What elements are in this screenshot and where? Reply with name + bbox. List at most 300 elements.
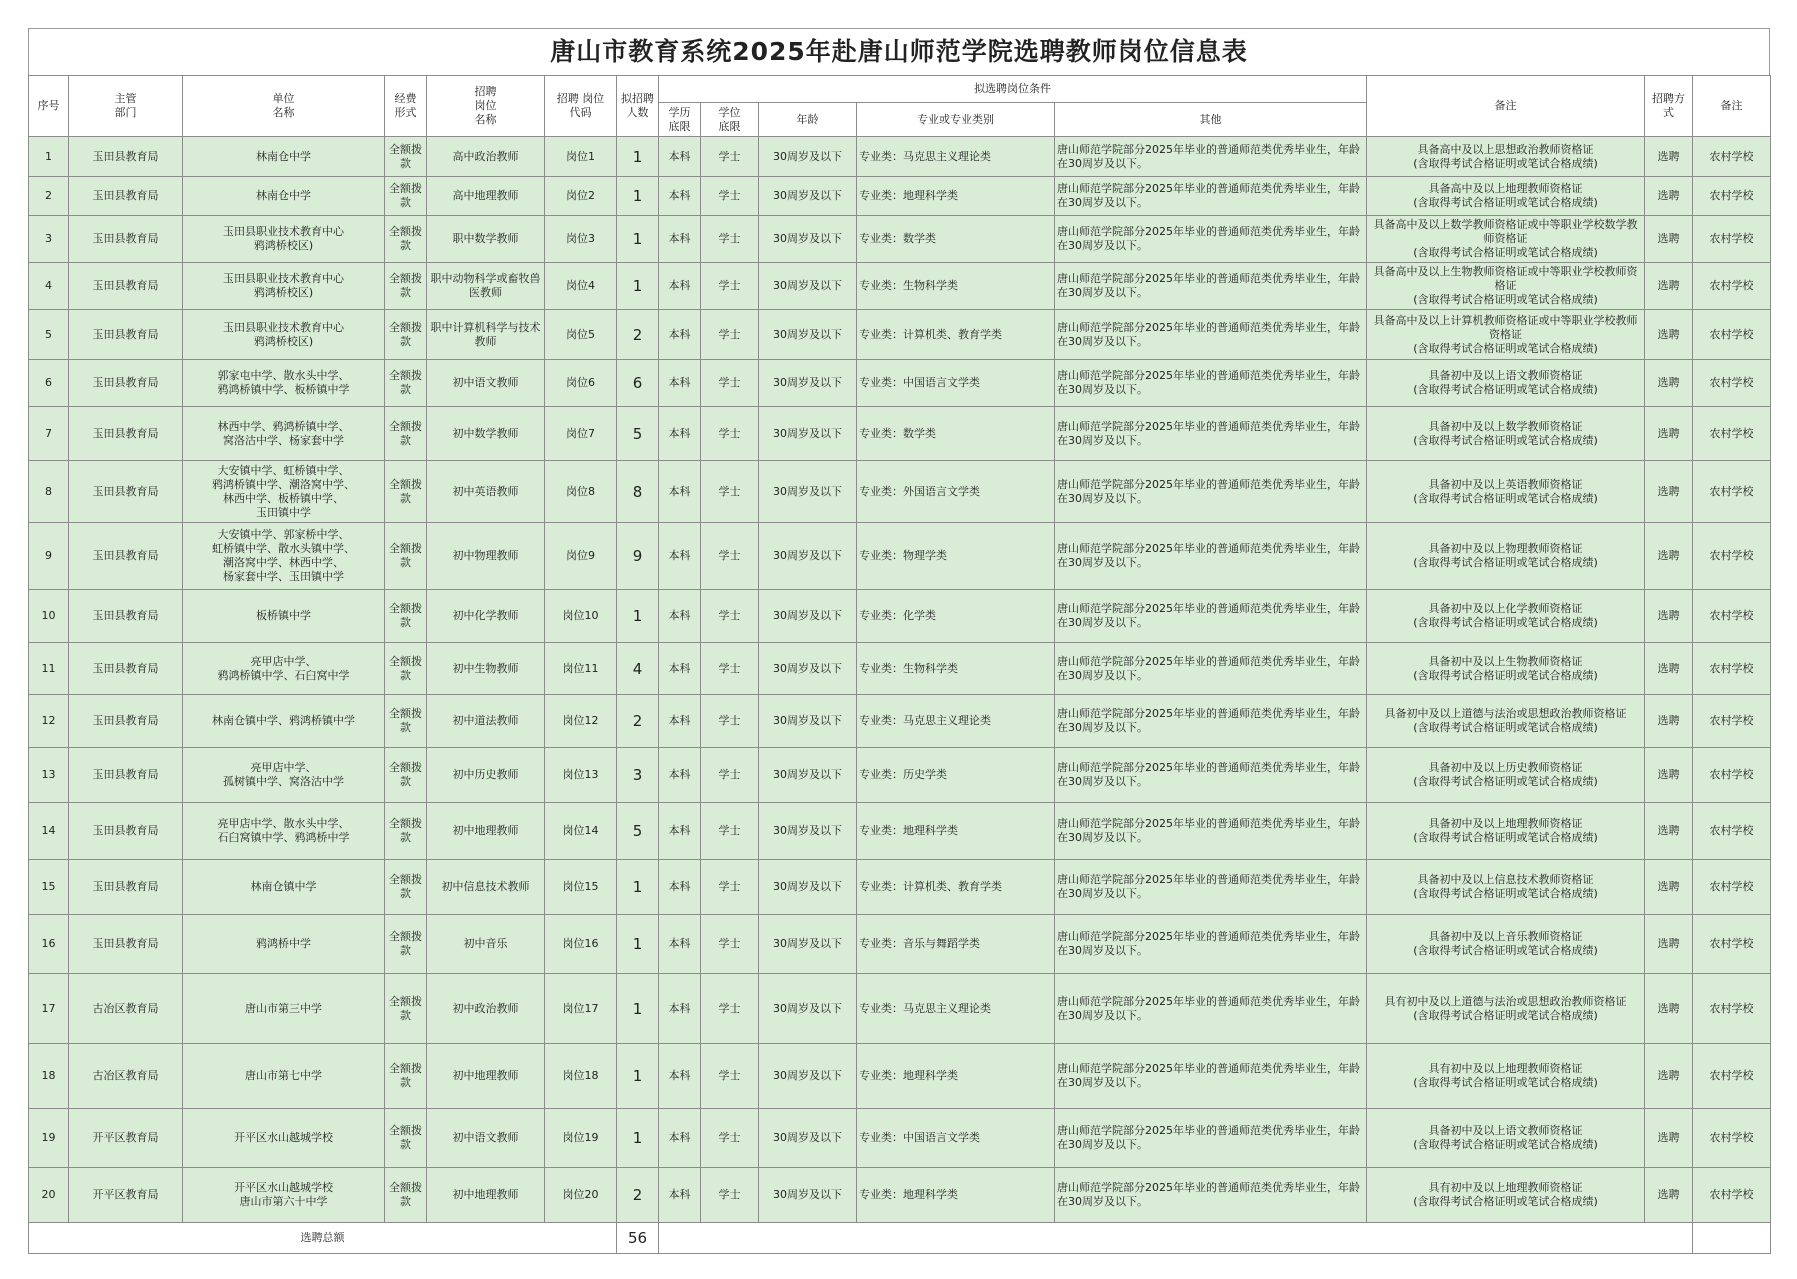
cell-major: 专业类：物理学类: [857, 523, 1055, 590]
positions-table: [28, 75, 1771, 1254]
cell-age: 30周岁及以下: [759, 360, 857, 407]
cell-remark: 具备高中及以上地理教师资格证 (含取得考试合格证明或笔试合格成绩): [1367, 177, 1645, 216]
cell-funding: 全额拨款: [385, 915, 427, 974]
cell-dept: 玉田县教育局: [69, 803, 183, 860]
cell-post-name: 高中政治教师: [427, 137, 545, 177]
table-row: [29, 1168, 1771, 1223]
cell-major: 专业类：外国语言文学类: [857, 461, 1055, 523]
cell-count: 1: [617, 974, 659, 1044]
cell-seq: 9: [29, 523, 69, 590]
cell-unit: 林南仓镇中学: [183, 860, 385, 915]
cell-unit: 唐山市第三中学: [183, 974, 385, 1044]
cell-major: 专业类：历史学类: [857, 748, 1055, 803]
cell-other: 唐山师范学院部分2025年毕业的普通师范类优秀毕业生，年龄在30周岁及以下。: [1055, 803, 1367, 860]
cell-major: 专业类：地理科学类: [857, 1168, 1055, 1223]
cell-post-name: 初中语文教师: [427, 1109, 545, 1168]
cell-method: 选聘: [1645, 310, 1693, 360]
cell-post-code: 岗位13: [545, 748, 617, 803]
cell-age: 30周岁及以下: [759, 860, 857, 915]
cell-remark2: 农村学校: [1693, 974, 1771, 1044]
cell-degree: 学士: [701, 860, 759, 915]
table-row: [29, 803, 1771, 860]
cell-method: 选聘: [1645, 1044, 1693, 1109]
cell-post-name: 初中语文教师: [427, 360, 545, 407]
cell-funding: 全额拨款: [385, 748, 427, 803]
cell-dept: 玉田县教育局: [69, 915, 183, 974]
cell-edu: 本科: [659, 1168, 701, 1223]
cell-major: 专业类：马克思主义理论类: [857, 137, 1055, 177]
cell-degree: 学士: [701, 590, 759, 643]
cell-seq: 20: [29, 1168, 69, 1223]
cell-degree: 学士: [701, 1168, 759, 1223]
cell-funding: 全额拨款: [385, 1168, 427, 1223]
table-row: [29, 461, 1771, 523]
table-row: [29, 695, 1771, 748]
cell-age: 30周岁及以下: [759, 915, 857, 974]
cell-method: 选聘: [1645, 461, 1693, 523]
cell-degree: 学士: [701, 695, 759, 748]
header-funding: 经费 形式: [385, 76, 427, 137]
cell-remark: 具备初中及以上生物教师资格证 (含取得考试合格证明或笔试合格成绩): [1367, 643, 1645, 695]
table-row: [29, 915, 1771, 974]
header-other: 其他: [1055, 103, 1367, 137]
cell-dept: 玉田县教育局: [69, 216, 183, 263]
cell-edu: 本科: [659, 177, 701, 216]
cell-unit: 大安镇中学、郭家桥中学、 虹桥镇中学、散水头镇中学、 潮洛窝中学、林西中学、 杨家套中学、玉田镇中学: [183, 523, 385, 590]
cell-degree: 学士: [701, 523, 759, 590]
cell-major: 专业类：生物科学类: [857, 263, 1055, 310]
header-post-name: 招聘 岗位 名称: [427, 76, 545, 137]
cell-remark2: 农村学校: [1693, 803, 1771, 860]
cell-age: 30周岁及以下: [759, 590, 857, 643]
cell-age: 30周岁及以下: [759, 1168, 857, 1223]
cell-major: 专业类：计算机类、教育学类: [857, 860, 1055, 915]
cell-unit: 玉田县职业技术教育中心 鸦鸿桥校区): [183, 263, 385, 310]
header-post-code: 招聘 岗位 代码: [545, 76, 617, 137]
cell-post-code: 岗位15: [545, 860, 617, 915]
cell-method: 选聘: [1645, 137, 1693, 177]
cell-remark: 具备初中及以上数学教师资格证 (含取得考试合格证明或笔试合格成绩): [1367, 407, 1645, 461]
table-row: [29, 748, 1771, 803]
cell-unit: 开平区水山越城学校: [183, 1109, 385, 1168]
cell-count: 1: [617, 590, 659, 643]
cell-funding: 全额拨款: [385, 643, 427, 695]
table-row: [29, 360, 1771, 407]
cell-funding: 全额拨款: [385, 523, 427, 590]
cell-seq: 16: [29, 915, 69, 974]
cell-edu: 本科: [659, 860, 701, 915]
table-row: [29, 974, 1771, 1044]
cell-seq: 3: [29, 216, 69, 263]
header-seq: 序号: [29, 76, 69, 137]
cell-major: 专业类：数学类: [857, 216, 1055, 263]
header-dept: 主管 部门: [69, 76, 183, 137]
cell-count: 2: [617, 695, 659, 748]
cell-edu: 本科: [659, 590, 701, 643]
cell-remark: 具备初中及以上语文教师资格证 (含取得考试合格证明或笔试合格成绩): [1367, 360, 1645, 407]
cell-funding: 全额拨款: [385, 216, 427, 263]
cell-other: 唐山师范学院部分2025年毕业的普通师范类优秀毕业生，年龄在30周岁及以下。: [1055, 974, 1367, 1044]
cell-age: 30周岁及以下: [759, 523, 857, 590]
cell-post-name: 初中地理教师: [427, 1044, 545, 1109]
cell-funding: 全额拨款: [385, 1044, 427, 1109]
table-row: [29, 137, 1771, 177]
cell-age: 30周岁及以下: [759, 137, 857, 177]
cell-other: 唐山师范学院部分2025年毕业的普通师范类优秀毕业生，年龄在30周岁及以下。: [1055, 137, 1367, 177]
cell-unit: 亮甲店中学、 孤树镇中学、窝洛沽中学: [183, 748, 385, 803]
cell-other: 唐山师范学院部分2025年毕业的普通师范类优秀毕业生，年龄在30周岁及以下。: [1055, 695, 1367, 748]
cell-dept: 玉田县教育局: [69, 860, 183, 915]
cell-remark: 具备初中及以上英语教师资格证 (含取得考试合格证明或笔试合格成绩): [1367, 461, 1645, 523]
table-row: [29, 643, 1771, 695]
cell-dept: 古冶区教育局: [69, 974, 183, 1044]
cell-major: 专业类：化学类: [857, 590, 1055, 643]
cell-remark2: 农村学校: [1693, 1044, 1771, 1109]
cell-remark: 具备高中及以上思想政治教师资格证 (含取得考试合格证明或笔试合格成绩): [1367, 137, 1645, 177]
cell-funding: 全额拨款: [385, 803, 427, 860]
cell-method: 选聘: [1645, 216, 1693, 263]
table-row: [29, 216, 1771, 263]
cell-remark: 具备高中及以上生物教师资格证或中等职业学校教师资格证 (含取得考试合格证明或笔试合格成绩): [1367, 263, 1645, 310]
cell-degree: 学士: [701, 643, 759, 695]
cell-remark2: 农村学校: [1693, 590, 1771, 643]
cell-post-code: 岗位16: [545, 915, 617, 974]
cell-unit: 玉田县职业技术教育中心 鸦鸿桥校区): [183, 216, 385, 263]
cell-other: 唐山师范学院部分2025年毕业的普通师范类优秀毕业生，年龄在30周岁及以下。: [1055, 360, 1367, 407]
table-row: [29, 407, 1771, 461]
cell-seq: 2: [29, 177, 69, 216]
cell-major: 专业类：地理科学类: [857, 1044, 1055, 1109]
cell-funding: 全额拨款: [385, 590, 427, 643]
cell-remark: 具有初中及以上地理教师资格证 (含取得考试合格证明或笔试合格成绩): [1367, 1168, 1645, 1223]
cell-remark2: 农村学校: [1693, 310, 1771, 360]
cell-degree: 学士: [701, 310, 759, 360]
cell-degree: 学士: [701, 915, 759, 974]
header-count: 拟招聘 人数: [617, 76, 659, 137]
cell-post-name: 初中物理教师: [427, 523, 545, 590]
cell-age: 30周岁及以下: [759, 310, 857, 360]
cell-edu: 本科: [659, 216, 701, 263]
cell-remark2: 农村学校: [1693, 1109, 1771, 1168]
cell-count: 1: [617, 1044, 659, 1109]
cell-remark: 具备初中及以上地理教师资格证 (含取得考试合格证明或笔试合格成绩): [1367, 803, 1645, 860]
cell-degree: 学士: [701, 137, 759, 177]
cell-post-code: 岗位6: [545, 360, 617, 407]
cell-other: 唐山师范学院部分2025年毕业的普通师范类优秀毕业生，年龄在30周岁及以下。: [1055, 643, 1367, 695]
cell-degree: 学士: [701, 748, 759, 803]
cell-post-code: 岗位12: [545, 695, 617, 748]
cell-count: 2: [617, 1168, 659, 1223]
cell-dept: 开平区教育局: [69, 1168, 183, 1223]
cell-remark: 具有初中及以上道德与法治或思想政治教师资格证 (含取得考试合格证明或笔试合格成绩): [1367, 974, 1645, 1044]
cell-edu: 本科: [659, 803, 701, 860]
cell-seq: 18: [29, 1044, 69, 1109]
cell-post-code: 岗位9: [545, 523, 617, 590]
cell-other: 唐山师范学院部分2025年毕业的普通师范类优秀毕业生，年龄在30周岁及以下。: [1055, 310, 1367, 360]
cell-degree: 学士: [701, 803, 759, 860]
cell-other: 唐山师范学院部分2025年毕业的普通师范类优秀毕业生，年龄在30周岁及以下。: [1055, 590, 1367, 643]
cell-method: 选聘: [1645, 360, 1693, 407]
cell-method: 选聘: [1645, 407, 1693, 461]
cell-major: 专业类：地理科学类: [857, 177, 1055, 216]
cell-post-code: 岗位17: [545, 974, 617, 1044]
cell-remark2: 农村学校: [1693, 523, 1771, 590]
cell-dept: 玉田县教育局: [69, 461, 183, 523]
cell-count: 8: [617, 461, 659, 523]
cell-age: 30周岁及以下: [759, 263, 857, 310]
cell-count: 1: [617, 915, 659, 974]
cell-unit: 亮甲店中学、 鸦鸿桥镇中学、石臼窝中学: [183, 643, 385, 695]
cell-major: 专业类：音乐与舞蹈学类: [857, 915, 1055, 974]
cell-age: 30周岁及以下: [759, 1044, 857, 1109]
cell-edu: 本科: [659, 523, 701, 590]
cell-count: 1: [617, 216, 659, 263]
cell-method: 选聘: [1645, 643, 1693, 695]
cell-post-name: 初中政治教师: [427, 974, 545, 1044]
cell-post-code: 岗位19: [545, 1109, 617, 1168]
cell-seq: 10: [29, 590, 69, 643]
cell-method: 选聘: [1645, 748, 1693, 803]
cell-remark2: 农村学校: [1693, 360, 1771, 407]
cell-other: 唐山师范学院部分2025年毕业的普通师范类优秀毕业生，年龄在30周岁及以下。: [1055, 216, 1367, 263]
cell-remark2: 农村学校: [1693, 137, 1771, 177]
cell-post-code: 岗位3: [545, 216, 617, 263]
header-unit: 单位 名称: [183, 76, 385, 137]
cell-unit: 林南仓镇中学、鸦鸿桥镇中学: [183, 695, 385, 748]
cell-unit: 林南仓中学: [183, 177, 385, 216]
cell-seq: 14: [29, 803, 69, 860]
cell-edu: 本科: [659, 1044, 701, 1109]
cell-funding: 全额拨款: [385, 974, 427, 1044]
cell-degree: 学士: [701, 177, 759, 216]
cell-seq: 15: [29, 860, 69, 915]
cell-count: 1: [617, 860, 659, 915]
cell-degree: 学士: [701, 974, 759, 1044]
cell-dept: 玉田县教育局: [69, 407, 183, 461]
cell-seq: 6: [29, 360, 69, 407]
cell-remark2: 农村学校: [1693, 1168, 1771, 1223]
cell-edu: 本科: [659, 263, 701, 310]
total-row: [29, 1223, 1771, 1254]
cell-unit: 板桥镇中学: [183, 590, 385, 643]
cell-count: 1: [617, 137, 659, 177]
table-row: [29, 590, 1771, 643]
cell-unit: 亮甲店中学、散水头中学、 石臼窝镇中学、鸦鸿桥中学: [183, 803, 385, 860]
cell-age: 30周岁及以下: [759, 407, 857, 461]
cell-post-name: 初中信息技术教师: [427, 860, 545, 915]
cell-dept: 玉田县教育局: [69, 310, 183, 360]
cell-seq: 8: [29, 461, 69, 523]
cell-dept: 开平区教育局: [69, 1109, 183, 1168]
cell-remark2: 农村学校: [1693, 915, 1771, 974]
cell-count: 1: [617, 1109, 659, 1168]
cell-post-name: 初中化学教师: [427, 590, 545, 643]
cell-post-name: 初中地理教师: [427, 1168, 545, 1223]
cell-post-name: 初中生物教师: [427, 643, 545, 695]
cell-post-code: 岗位5: [545, 310, 617, 360]
cell-post-name: 初中地理教师: [427, 803, 545, 860]
cell-seq: 1: [29, 137, 69, 177]
cell-age: 30周岁及以下: [759, 643, 857, 695]
header-edu: 学历 底限: [659, 103, 701, 137]
cell-dept: 玉田县教育局: [69, 695, 183, 748]
cell-seq: 19: [29, 1109, 69, 1168]
cell-seq: 11: [29, 643, 69, 695]
cell-funding: 全额拨款: [385, 310, 427, 360]
cell-unit: 鸦鸿桥中学: [183, 915, 385, 974]
cell-other: 唐山师范学院部分2025年毕业的普通师范类优秀毕业生，年龄在30周岁及以下。: [1055, 860, 1367, 915]
header-conditions: 拟选聘岗位条件: [659, 76, 1367, 103]
header-age: 年龄: [759, 103, 857, 137]
cell-funding: 全额拨款: [385, 407, 427, 461]
cell-post-code: 岗位11: [545, 643, 617, 695]
cell-remark2: 农村学校: [1693, 695, 1771, 748]
cell-major: 专业类：地理科学类: [857, 803, 1055, 860]
cell-post-name: 职中计算机科学与技术教师: [427, 310, 545, 360]
table-row: [29, 523, 1771, 590]
cell-other: 唐山师范学院部分2025年毕业的普通师范类优秀毕业生，年龄在30周岁及以下。: [1055, 407, 1367, 461]
cell-count: 1: [617, 263, 659, 310]
cell-dept: 玉田县教育局: [69, 137, 183, 177]
cell-method: 选聘: [1645, 974, 1693, 1044]
cell-other: 唐山师范学院部分2025年毕业的普通师范类优秀毕业生，年龄在30周岁及以下。: [1055, 915, 1367, 974]
cell-remark2: 农村学校: [1693, 860, 1771, 915]
cell-method: 选聘: [1645, 1109, 1693, 1168]
cell-age: 30周岁及以下: [759, 748, 857, 803]
cell-major: 专业类：中国语言文学类: [857, 360, 1055, 407]
cell-remark: 具备初中及以上历史教师资格证 (含取得考试合格证明或笔试合格成绩): [1367, 748, 1645, 803]
cell-age: 30周岁及以下: [759, 974, 857, 1044]
cell-major: 专业类：马克思主义理论类: [857, 974, 1055, 1044]
cell-funding: 全额拨款: [385, 461, 427, 523]
cell-remark: 具备初中及以上语文教师资格证 (含取得考试合格证明或笔试合格成绩): [1367, 1109, 1645, 1168]
cell-age: 30周岁及以下: [759, 695, 857, 748]
cell-other: 唐山师范学院部分2025年毕业的普通师范类优秀毕业生，年龄在30周岁及以下。: [1055, 523, 1367, 590]
cell-seq: 13: [29, 748, 69, 803]
cell-remark: 具备高中及以上数学教师资格证或中等职业学校数学教师资格证 (含取得考试合格证明或笔试合格成绩): [1367, 216, 1645, 263]
header-remark2: 备注: [1693, 76, 1771, 137]
cell-edu: 本科: [659, 310, 701, 360]
cell-age: 30周岁及以下: [759, 177, 857, 216]
cell-count: 2: [617, 310, 659, 360]
cell-remark: 具有初中及以上地理教师资格证 (含取得考试合格证明或笔试合格成绩): [1367, 1044, 1645, 1109]
total-label: 选聘总额: [29, 1223, 617, 1254]
cell-remark2: 农村学校: [1693, 461, 1771, 523]
cell-count: 5: [617, 803, 659, 860]
cell-edu: 本科: [659, 974, 701, 1044]
cell-funding: 全额拨款: [385, 263, 427, 310]
cell-post-name: 初中道法教师: [427, 695, 545, 748]
cell-edu: 本科: [659, 695, 701, 748]
cell-degree: 学士: [701, 461, 759, 523]
cell-age: 30周岁及以下: [759, 803, 857, 860]
cell-remark: 具备初中及以上音乐教师资格证 (含取得考试合格证明或笔试合格成绩): [1367, 915, 1645, 974]
cell-remark2: 农村学校: [1693, 177, 1771, 216]
cell-other: 唐山师范学院部分2025年毕业的普通师范类优秀毕业生，年龄在30周岁及以下。: [1055, 177, 1367, 216]
cell-method: 选聘: [1645, 915, 1693, 974]
cell-post-code: 岗位14: [545, 803, 617, 860]
recruitment-sheet: [28, 28, 1770, 1254]
cell-edu: 本科: [659, 643, 701, 695]
cell-major: 专业类：生物科学类: [857, 643, 1055, 695]
cell-funding: 全额拨款: [385, 360, 427, 407]
cell-dept: 玉田县教育局: [69, 748, 183, 803]
cell-remark: 具备高中及以上计算机教师资格证或中等职业学校教师资格证 (含取得考试合格证明或笔试合格成绩): [1367, 310, 1645, 360]
cell-other: 唐山师范学院部分2025年毕业的普通师范类优秀毕业生，年龄在30周岁及以下。: [1055, 1109, 1367, 1168]
cell-post-code: 岗位7: [545, 407, 617, 461]
table-row: [29, 1044, 1771, 1109]
cell-degree: 学士: [701, 360, 759, 407]
cell-other: 唐山师范学院部分2025年毕业的普通师范类优秀毕业生，年龄在30周岁及以下。: [1055, 1044, 1367, 1109]
table-row: [29, 1109, 1771, 1168]
header-degree: 学位 底限: [701, 103, 759, 137]
cell-funding: 全额拨款: [385, 1109, 427, 1168]
cell-dept: 玉田县教育局: [69, 643, 183, 695]
cell-seq: 4: [29, 263, 69, 310]
cell-degree: 学士: [701, 1109, 759, 1168]
cell-count: 9: [617, 523, 659, 590]
cell-edu: 本科: [659, 915, 701, 974]
cell-count: 3: [617, 748, 659, 803]
cell-post-code: 岗位10: [545, 590, 617, 643]
header-remark: 备注: [1367, 76, 1645, 137]
table-row: [29, 310, 1771, 360]
cell-major: 专业类：计算机类、教育学类: [857, 310, 1055, 360]
cell-major: 专业类：数学类: [857, 407, 1055, 461]
cell-age: 30周岁及以下: [759, 1109, 857, 1168]
cell-unit: 大安镇中学、虹桥镇中学、 鸦鸿桥镇中学、潮洛窝中学、 林西中学、板桥镇中学、 玉田镇中学: [183, 461, 385, 523]
cell-dept: 玉田县教育局: [69, 523, 183, 590]
page-title: 唐山市教育系统2025年赴唐山师范学院选聘教师岗位信息表: [28, 28, 1770, 75]
cell-degree: 学士: [701, 407, 759, 461]
cell-degree: 学士: [701, 1044, 759, 1109]
cell-unit: 唐山市第七中学: [183, 1044, 385, 1109]
cell-count: 1: [617, 177, 659, 216]
cell-post-name: 职中动物科学或畜牧兽医教师: [427, 263, 545, 310]
total-blank: [659, 1223, 1693, 1254]
cell-unit: 玉田县职业技术教育中心 鸦鸿桥校区): [183, 310, 385, 360]
cell-age: 30周岁及以下: [759, 461, 857, 523]
cell-other: 唐山师范学院部分2025年毕业的普通师范类优秀毕业生，年龄在30周岁及以下。: [1055, 748, 1367, 803]
cell-remark: 具备初中及以上化学教师资格证 (含取得考试合格证明或笔试合格成绩): [1367, 590, 1645, 643]
cell-post-name: 初中历史教师: [427, 748, 545, 803]
cell-dept: 玉田县教育局: [69, 177, 183, 216]
cell-funding: 全额拨款: [385, 695, 427, 748]
cell-method: 选聘: [1645, 803, 1693, 860]
cell-remark2: 农村学校: [1693, 216, 1771, 263]
total-blank-end: [1693, 1223, 1771, 1254]
cell-funding: 全额拨款: [385, 860, 427, 915]
cell-method: 选聘: [1645, 177, 1693, 216]
cell-seq: 5: [29, 310, 69, 360]
cell-seq: 7: [29, 407, 69, 461]
cell-other: 唐山师范学院部分2025年毕业的普通师范类优秀毕业生，年龄在30周岁及以下。: [1055, 1168, 1367, 1223]
cell-degree: 学士: [701, 216, 759, 263]
cell-remark: 具备初中及以上物理教师资格证 (含取得考试合格证明或笔试合格成绩): [1367, 523, 1645, 590]
cell-remark2: 农村学校: [1693, 263, 1771, 310]
cell-post-name: 初中数学教师: [427, 407, 545, 461]
cell-method: 选聘: [1645, 860, 1693, 915]
cell-edu: 本科: [659, 1109, 701, 1168]
cell-post-name: 高中地理教师: [427, 177, 545, 216]
cell-edu: 本科: [659, 137, 701, 177]
cell-age: 30周岁及以下: [759, 216, 857, 263]
cell-unit: 郭家屯中学、散水头中学、 鸦鸿桥镇中学、板桥镇中学: [183, 360, 385, 407]
cell-post-code: 岗位8: [545, 461, 617, 523]
cell-method: 选聘: [1645, 263, 1693, 310]
table-row: [29, 860, 1771, 915]
cell-edu: 本科: [659, 748, 701, 803]
